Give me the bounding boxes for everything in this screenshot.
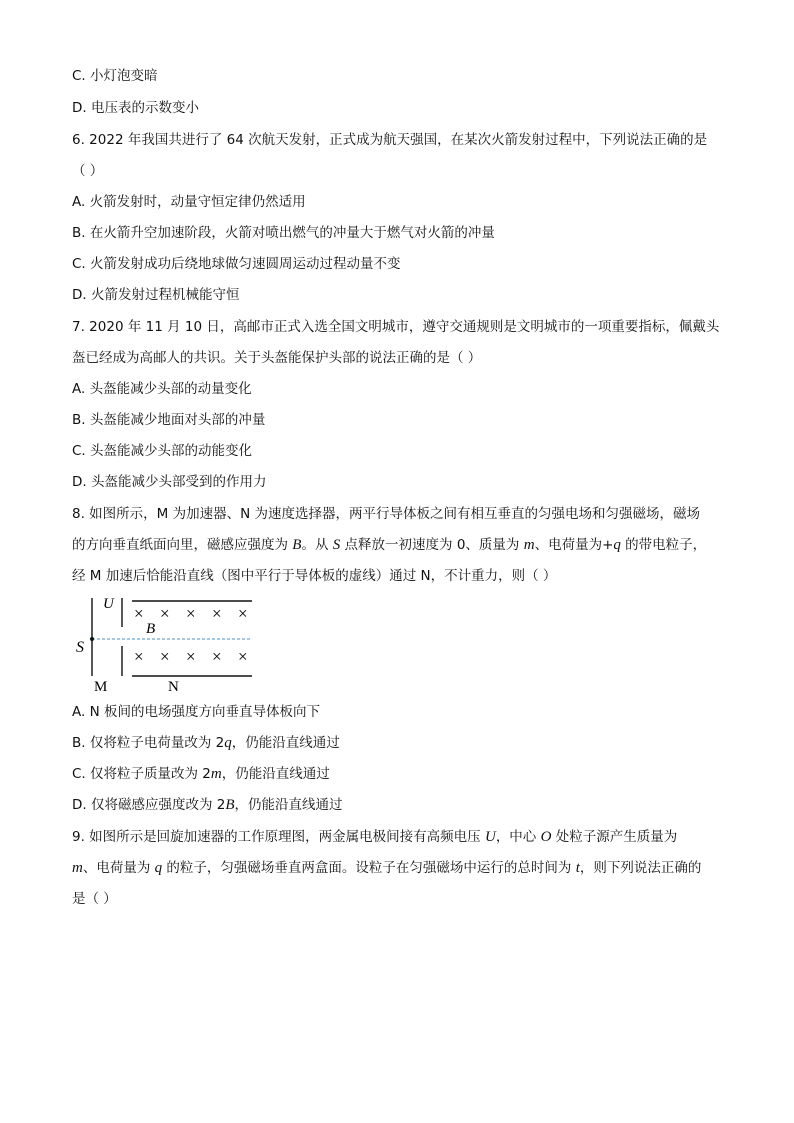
q9-text: ，则下列说法正确的 [579,860,702,876]
q6-option-b: B. 在火箭升空加速阶段，火箭对喷出燃气的冲量大于燃气对火箭的冲量 [72,225,495,241]
q9-text: ，中心 [495,829,541,845]
q8-text: 的方向垂直纸面向里，磁感应强度为 [72,537,293,553]
field-cross-mark: × [134,604,144,623]
q8-text: D. 仅将磁感应强度改为 2 [72,797,226,813]
label-B: B [146,621,156,637]
q8-text: 。从 [301,537,333,553]
q8-var-m: m [210,766,222,782]
field-cross-mark: × [212,604,222,623]
q7-option-a: A. 头盔能减少头部的动量变化 [72,381,252,397]
q8-text: ，仍能沿直线通过 [234,797,343,813]
q6-option-d: D. 火箭发射过程机械能守恒 [72,287,240,303]
q8-text: B. 仅将粒子电荷量改为 2 [72,735,225,751]
q8-var-q: q [224,735,232,751]
q8-text: ，仍能沿直线通过 [231,735,340,751]
q8-option-c [72,765,330,783]
q9-var-q: q [154,860,163,876]
q6-stem: 6. 2022 年我国共进行了 64 次航天发射，正式成为航天强国，在某次火箭发射过程中，下列说法正确的是 [72,132,708,148]
velocity-selector-figure [70,590,270,695]
label-U: U [103,596,114,612]
q9-text: 处粒子源产生质量为 [551,829,678,845]
q8-stem-line3: 经 M 加速后恰能沿直线（图中平行于导体板的虚线）通过 N，不计重力，则（ ） [72,568,557,584]
q5-option-d: D. 电压表的示数变小 [72,100,199,116]
label-M: M [94,679,108,695]
field-cross-mark: × [134,647,144,666]
q8-text: 、电荷量为+ [534,537,614,553]
q9-stem-line2 [72,859,701,877]
q9-text: 、电荷量为 [82,860,155,876]
q8-text: 点释放一初速度为 0、质量为 [340,537,524,553]
q9-text: 的粒子，匀强磁场垂直两盒面。设粒子在匀强磁场中运行的总时间为 [162,860,576,876]
field-cross-mark: × [186,604,196,623]
q8-var-B: B [292,537,302,553]
q8-option-b [72,734,340,752]
q8-var-q: q [613,537,621,553]
q8-option-d [72,796,343,814]
field-cross-mark: × [186,647,196,666]
q8-text: C. 仅将粒子质量改为 2 [72,766,211,782]
q9-var-O: O [540,829,552,845]
q8-stem-line2 [72,536,706,554]
source-point-dot [90,637,94,641]
field-cross-mark: × [238,604,248,623]
q8-var-S: S [332,537,341,553]
q9-text: 9. 如图所示是回旋加速器的工作原理图，两金属电极间接有高频电压 [72,829,485,845]
field-cross-mark: × [238,647,248,666]
field-cross-mark: × [160,647,170,666]
q9-stem-line1 [72,828,677,846]
q7-stem-line2: 盔已经成为高邮人的共识。关于头盔能保护头部的说法正确的是（ ） [72,350,482,366]
q9-stem-line3: 是（ ） [72,891,117,907]
q8-option-a: A. N 板间的电场强度方向垂直导体板向下 [72,704,320,720]
label-N: N [168,679,179,695]
q8-var-m: m [523,537,535,553]
q7-option-b: B. 头盔能减少地面对头部的冲量 [72,412,266,428]
q6-answer-blank: （ ） [72,163,104,179]
q6-option-a: A. 火箭发射时，动量守恒定律仍然适用 [72,194,306,210]
q6-option-c: C. 火箭发射成功后绕地球做匀速圆周运动过程动量不变 [72,256,401,272]
q8-text: ，仍能沿直线通过 [221,766,330,782]
q8-stem-line1: 8. 如图所示，M 为加速器、N 为速度选择器，两平行导体板之间有相互垂直的匀强电场和匀强磁场，磁场 [72,506,700,522]
q9-var-t: t [575,860,580,876]
q5-option-c: C. 小灯泡变暗 [72,68,158,84]
label-S: S [76,639,84,656]
q7-stem-line1: 7. 2020 年 11 月 10 日，高邮市正式入选全国文明城市，遵守交通规则是文明城市的一项重要指标，佩戴头 [72,319,720,335]
q7-option-c: C. 头盔能减少头部的动能变化 [72,443,253,459]
field-cross-mark: × [212,647,222,666]
q8-var-B: B [225,797,235,813]
q7-option-d: D. 头盔能减少头部受到的作用力 [72,474,267,490]
q8-text: 的带电粒子， [620,537,707,553]
q9-var-m: m [72,860,83,876]
field-cross-mark: × [160,604,170,623]
q9-var-U: U [484,829,496,845]
